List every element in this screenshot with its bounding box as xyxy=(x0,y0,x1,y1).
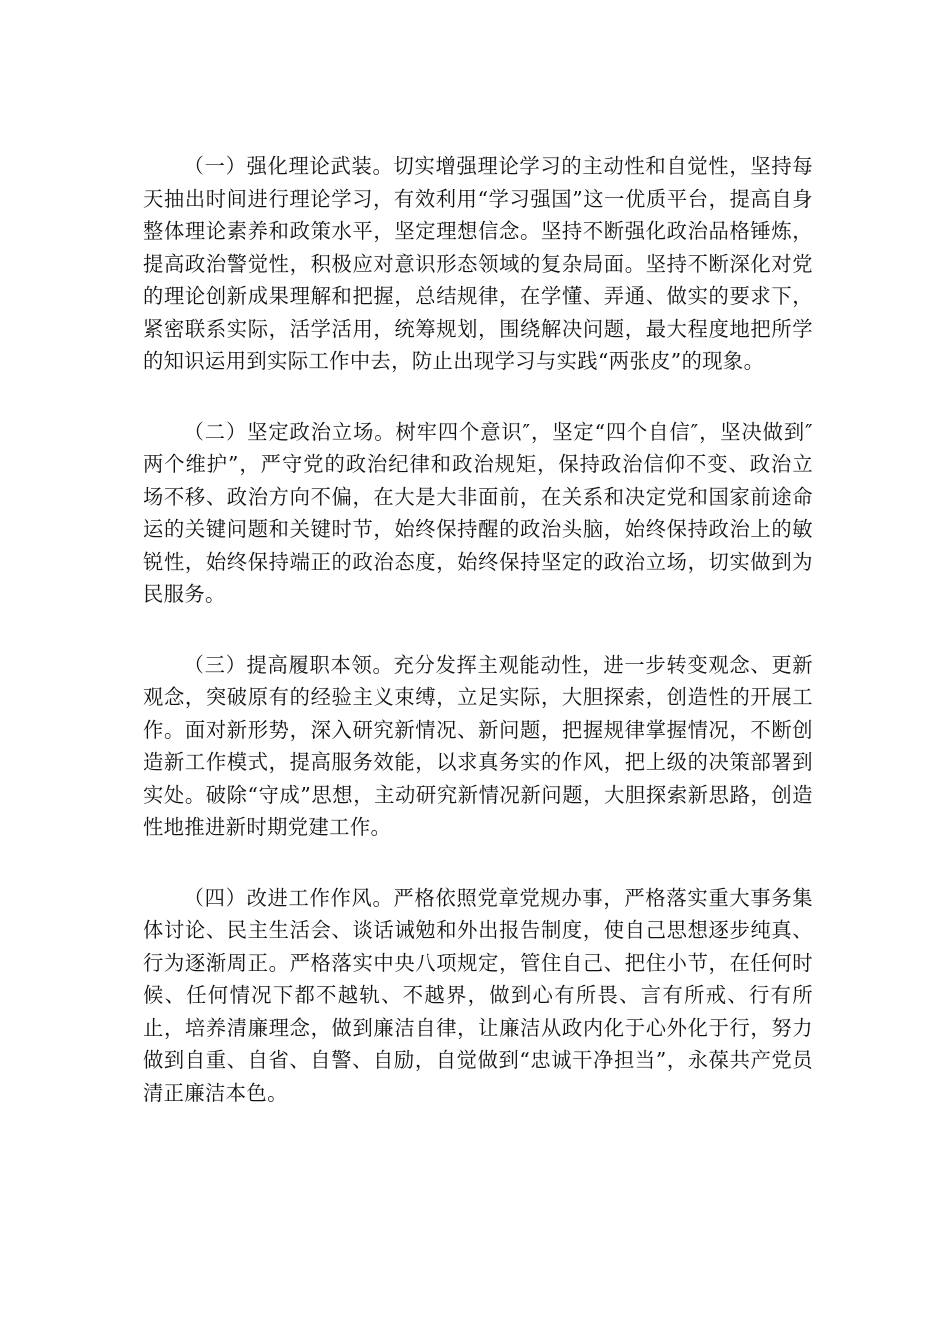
paragraph-2: （二）坚定政治立场。树牢四个意识″，坚定“四个自信″，坚决做到″两个维护”，严守党的政治纪律和政治规矩，保持政治信仰不变、政治立场不移、政治方向不偏，在大是大非面前，在关系和决定党和国家前途命运的关键问题和关键时节，始终保持醒的政治头脑，始终保持政治上的敏锐性，始终保持端正的政治态度，始终保持坚定的政治立场，切实做到为民服务。 xyxy=(143,419,813,606)
document-body xyxy=(143,150,813,1147)
paragraph-1: （一）强化理论武装。切实增强理论学习的主动性和自觉性，坚持每天抽出时间进行理论学习，有效利用“学习强国”这一优质平台，提高自身整体理论素养和政策水平，坚定理想信念。坚持不断强化政治品格锤炼，提高政治警觉性，积极应对意识形态领域的复杂局面。坚持不断深化对党的理论创新成果理解和把握，总结规律，在学懂、弄通、做实的要求下，紧密联系实际，活学活用，统筹规划，围绕解决问题，最大程度地把所学的知识运用到实际工作中去，防止出现学习与实践“两张皮”的现象。 xyxy=(143,154,813,373)
paragraph-3: （三）提高履职本领。充分发挥主观能动性，进一步转变观念、更新观念，突破原有的经验主义束缚，立足实际，大胆探索，创造性的开展工作。面对新形势，深入研究新情况、新问题，把握规律掌握情况，不断创造新工作模式，提高服务效能，以求真务实的作风，把上级的决策部署到实处。破除“守成”思想，主动研究新情况新问题，大胆探索新思路，创造性地推进新时期党建工作。 xyxy=(143,652,813,839)
paragraph-4: （四）改进工作作风。严格依照党章党规办事，严格落实重大事务集体讨论、民主生活会、谈话诫勉和外出报告制度，使自己思想逐步纯真、行为逐渐周正。严格落实中央八项规定，管住自己、把住小节，在任何时候、任何情况下都不越轨、不越界，做到心有所畏、言有所戒、行有所止，培养清廉理念，做到廉洁自律，让廉洁从政内化于心外化于行，努力做到自重、自省、自警、自励，自觉做到“忠诚干净担当”，永葆共产党员清正廉洁本色。 xyxy=(143,885,813,1105)
